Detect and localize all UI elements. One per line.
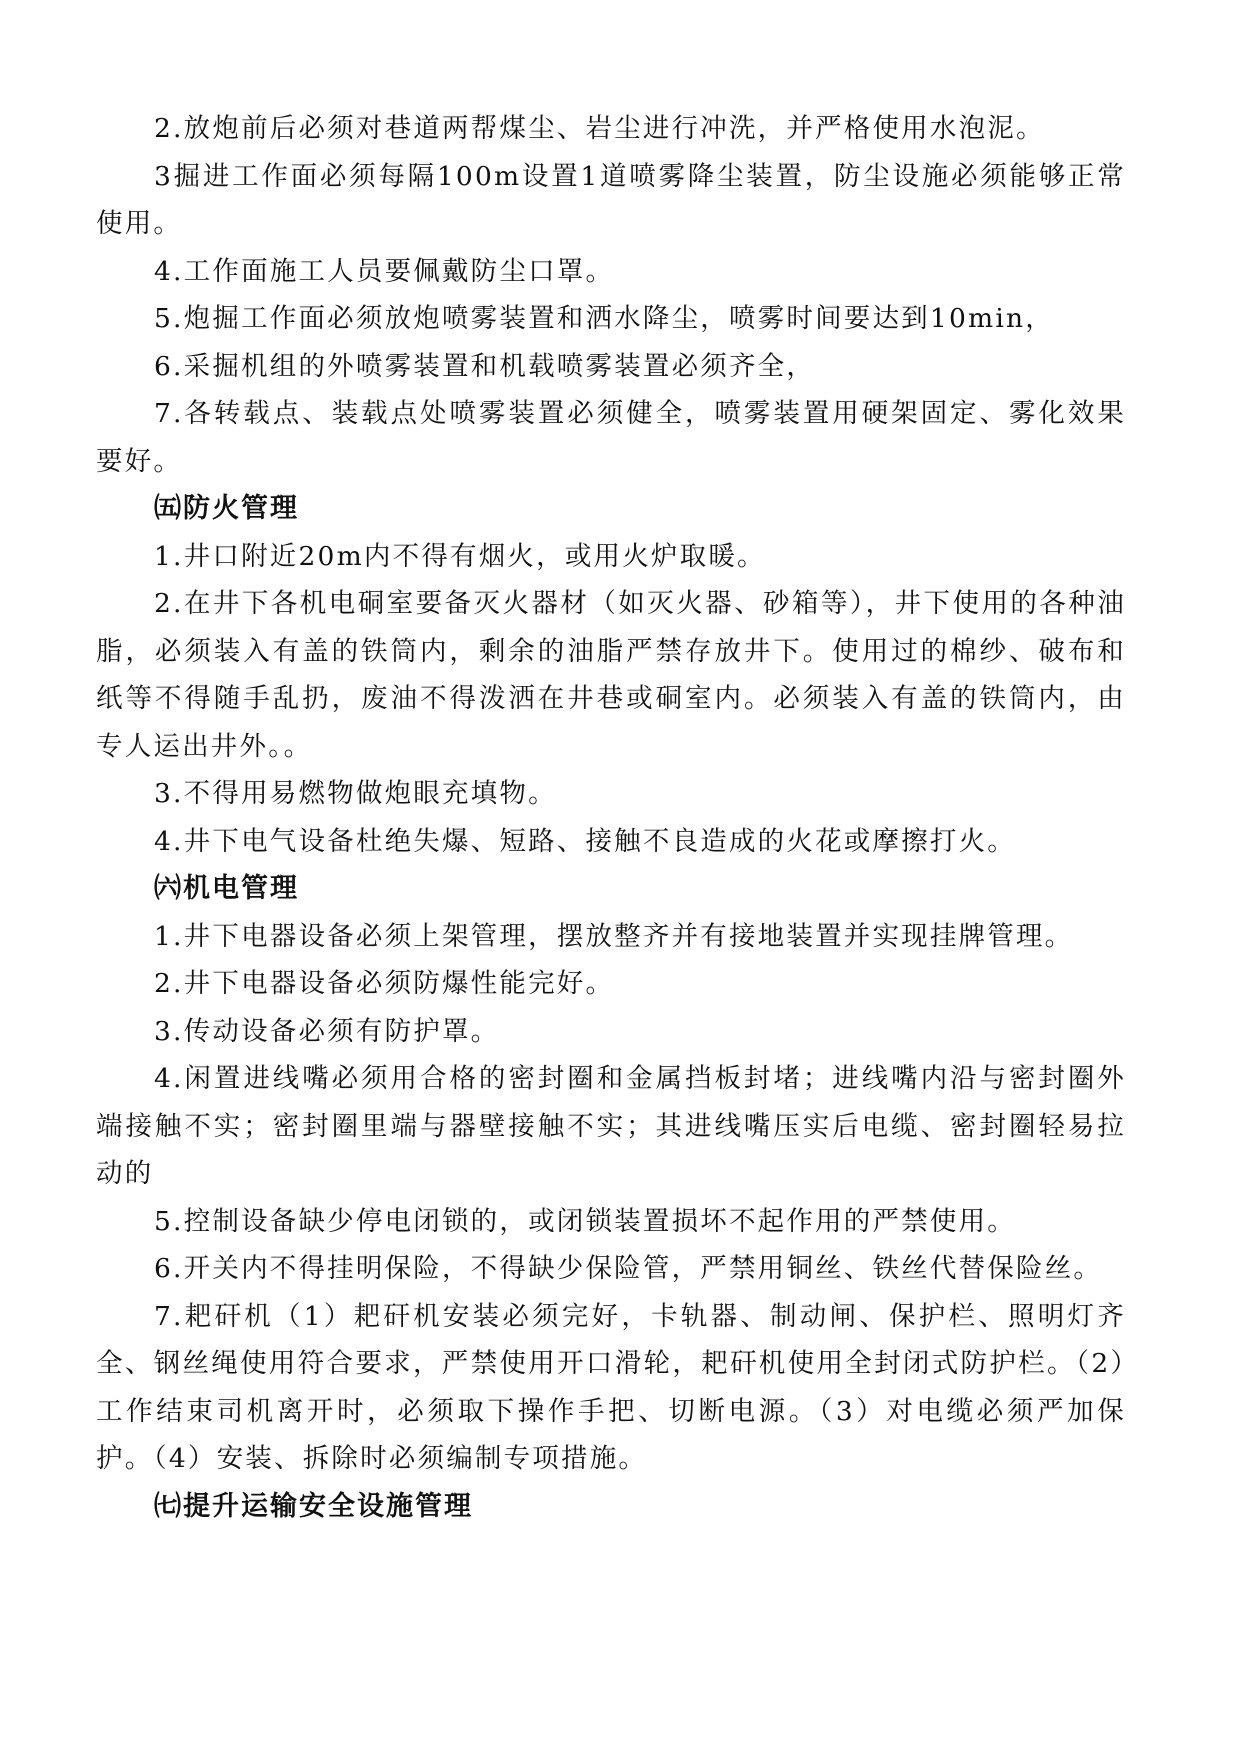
- paragraph-dust-mask: 4.工作面施工人员要佩戴防尘口罩。: [154, 255, 615, 287]
- paragraph-interlock: 5.控制设备缺少停电闭锁的，或闭锁装置损坏不起作用的严禁使用。: [154, 1205, 1016, 1237]
- paragraph-equipment-rack: 1.井下电器设备必须上架管理，摆放整齐并有接地装置并实现挂牌管理。: [154, 920, 1074, 952]
- paragraph-machine-spray: 6.采掘机组的外喷雾装置和机载喷雾装置必须齐全，: [154, 350, 816, 382]
- paragraph-fuse: 6.开关内不得挂明保险，不得缺少保险管，严禁用铜丝、铁丝代替保险丝。: [154, 1253, 1103, 1284]
- section-heading-fire-management: ㈤防火管理: [154, 493, 299, 524]
- paragraph-cable-entry-seal: 4.闲置进线嘴必须用合格的密封圈和金属挡板封堵；进线嘴内沿与密封圈外端接触不实；密封圈里端与器壁接触不实；其进线嘴压实后电缆、密封圈轻易拉动的: [96, 1063, 1126, 1189]
- paragraph-blasting-spray: 5.炮掘工作面必须放炮喷雾装置和洒水降尘，喷雾时间要达到10min，: [154, 303, 1054, 334]
- paragraph-spray-device-interval: 3掘进工作面必须每隔100m设置1道喷雾降尘装置，防尘设施必须能够正常使用。: [96, 160, 1126, 239]
- paragraph-fire-equipment-oil: 2.在井下各机电硐室要备灭火器材（如灭火器、砂箱等），井下使用的各种油脂，必须装入有盖的铁筒内，剩余的油脂严禁存放井下。使用过的棉纱、破布和纸等不得随手乱扔，废油不得泼洒在井巷或硐室内。必须装入有盖的铁筒内，由专人运出井外。。: [96, 588, 1126, 762]
- paragraph-transfer-point-spray: 7.各转载点、装载点处喷雾装置必须健全，喷雾装置用硬架固定、雾化效果要好。: [96, 398, 1126, 477]
- section-heading-electromechanical-management: ㈥机电管理: [154, 873, 299, 904]
- paragraph-explosion-proof: 2.井下电器设备必须防爆性能完好。: [154, 968, 615, 999]
- paragraph-scraper-loader: 7.耙矸机（1）耙矸机安装必须完好，卡轨器、制动闸、保护栏、照明灯齐全、钢丝绳使用符合要求，严禁使用开口滑轮，耙矸机使用全封闭式防护栏。（2）工作结束司机离开时，必须取下操作手把、切断电源。（3）对电缆必须严加保护。（4）安装、拆除时必须编制专项措施。: [96, 1300, 1126, 1474]
- paragraph-guard-cover: 3.传动设备必须有防护罩。: [154, 1015, 500, 1047]
- paragraph-no-fire-near-shaft: 1.井口附近20m内不得有烟火，或用火炉取暖。: [154, 540, 766, 572]
- paragraph-no-flammable-stemming: 3.不得用易燃物做炮眼充填物。: [154, 778, 557, 809]
- paragraph-dust-flushing: 2.放炮前后必须对巷道两帮煤尘、岩尘进行冲洗，并严格使用水泡泥。: [154, 113, 1045, 144]
- section-heading-hoisting-transport-safety: ㈦提升运输安全设施管理: [154, 1490, 473, 1522]
- paragraph-electrical-sparks: 4.井下电气设备杜绝失爆、短路、接触不良造成的火花或摩擦打火。: [154, 825, 1016, 857]
